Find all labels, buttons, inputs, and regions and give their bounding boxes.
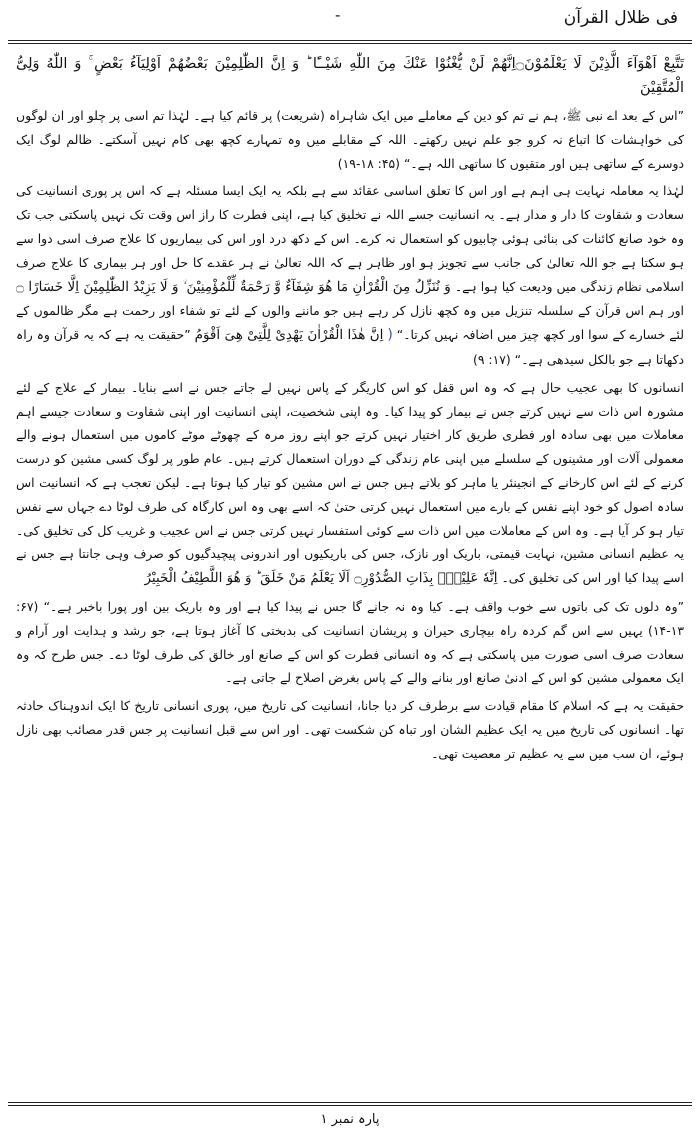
page-header — [0, 0, 700, 40]
page-number-mark: - — [335, 6, 341, 24]
paragraph-2-text: لہٰذا یہ معاملہ نہایت ہی اہم ہے اور اس کا تعلق اساسی عقائد سے ہے بلکہ یہ ایک ایسا مسئلہ ہے کہ اس پر پوری انسانیت کی سعادت و شقاوت کا دار و مدار ہے۔ یہ انسانیت جسے اللہ نے تخلیق کیا ہے، اپنی فطرت کا راز اس وقت تک نہیں پاسکتی جب تک وہ خود صانع کائنات کی بنائی ہوئی چابیوں کو استعمال نہ کرے۔ اس کے دکھ درد اور اس کی بیماریوں کا علاج صرف اسی دوا سے ہو سکتا ہے جو اللہ تعالیٰ کی جانب سے تجویز ہو اور ظاہر ہے کہ اللہ تعالیٰ نے ہر عقدے کا حل اور ہر بیماری کا علاج صرف اسلامی نظام زندگی میں ودیعت کیا ہوا ہے۔ — [16, 183, 684, 294]
quran-verse-opening: تَتَّبِعْ اَهْوَآءَ الَّذِیْنَ لَا یَعْلَمُوْنَ۝اِنَّهُمْ لَنْ یُّغْنُوْا عَنْكَ مِنَ اللّٰهِ شَیْــًٔا ؕ وَ اِنَّ الظّٰلِمِیْنَ بَعْضُهُمْ اَوْلِیَآءُ بَعْضٍ ۚ وَ اللّٰهُ وَلِیُّ الْمُتَّقِیْنَ — [16, 56, 684, 96]
footer-rule-thin — [8, 1105, 692, 1106]
paragraph-translation-1: ”اس کے بعد اے نبی ﷺ، ہم نے تم کو دین کے معاملے میں ایک شاہراہ (شریعت) پر قائم کیا ہے۔ لہٰذا تم اسی پر چلو اور ان لوگوں کی خواہشات کا اتباع نہ کرو جو علم نہیں رکھتے۔ اللہ کے مقابلے میں وہ تمہارے کچھ بھی کام نہیں آسکتے۔ ظالم لوگ ایک دوسرے کے ساتھی ہیں اور متقیوں کا ساتھی اللہ ہے۔“ (۴۵: ۱۸-۱۹) — [16, 108, 684, 171]
quran-verse-aqwam: اِنَّ هٰذَا الْقُرْاٰنَ یَهْدِیْ لِلَّتِیْ هِیَ اَقْوَمُ — [194, 327, 384, 344]
paragraph-2 — [16, 179, 684, 371]
header-rule — [8, 40, 692, 41]
page-body — [16, 52, 684, 770]
paragraph-3 — [16, 376, 684, 591]
paragraph-2-translation: اور ہم اس قرآن کے سلسلہ تنزیل میں وہ کچھ نازل کر رہے ہیں جو ماننے والوں کے لئے تو شفاء اور رحمت ہے مگر ظالموں کے لئے خسارے کے سوا اور کچھ چیز میں اضافہ نہیں کرتا۔“ — [16, 303, 684, 343]
quran-verse-shifa: وَ نُنَزِّلُ مِنَ الْقُرْاٰنِ مَا هُوَ شِفَآءٌ وَّ رَحْمَةٌ لِّلْمُؤْمِنِیْنَ ۙ وَ لَا یَزِیْدُ الظّٰلِمِیْنَ اِلَّا خَسَارًا ۝ — [16, 278, 451, 295]
footer-rule — [8, 1102, 692, 1103]
pen-annotation-mark: ( — [387, 327, 393, 344]
paragraph-2-translation-aqwam: ”حقیقت یہ ہے کہ یہ قرآن وہ راہ دکھاتا ہے جو بالکل سیدھی ہے۔“ (۱۷: ۹) — [16, 327, 684, 367]
quran-verse-alim: اِنَّهٗ عَلِیْمٌۢ بِذَاتِ الصُّدُوْرِ۝ اَلَا یَعْلَمُ مَنْ خَلَقَ ؕ وَ هُوَ اللَّطِیْفُ الْخَبِیْرُ — [144, 570, 498, 587]
paragraph-4: ”وہ دلوں تک کی باتوں سے خوب واقف ہے۔ کیا وہ نہ جانے گا جس نے پیدا کیا ہے اور وہ باریک بین اور پورا باخبر ہے۔“ (۶۷: ۱۳-۱۴) یہیں سے اس گم کردہ راہ بیچاری حیران و پریشان انسانیت کی بدبختی کا آغاز ہوتا ہے، جو رشد و ہدایت اور آرام و سعادت صرف اسی صورت میں پاسکتی ہے کہ وہ انسانی فطرت کو اس کے صانع اور خالق کی طرف لوٹا دے۔ جس طرح کہ وہ ایک معمولی مشین کو اس کے ادنیٰ صانع اور بنانے والے کے پاس بغرض اصلاح لے جاتی ہے۔ — [16, 598, 684, 686]
header-rule-thin — [8, 43, 692, 44]
page-footer: پارہ نمبر ۱ — [320, 1112, 380, 1127]
running-title: فی ظلال القرآن — [563, 8, 678, 28]
paragraph-5: حقیقت یہ ہے کہ اسلام کا مقام قیادت سے برطرف کر دیا جانا، انسانیت کی تاریخ میں، پوری انسانی تاریخ کا ایک اندوہناک حادثہ تھا۔ انسانوں کی تاریخ میں یہ ایک عظیم الشان اور تباہ کن شکست تھی۔ اور اس سے قبل انسانیت پر جس قدر مصائب بھی نازل ہوئے، ان سب میں سے یہ عظیم تر معصیت تھی۔ — [16, 698, 684, 761]
paragraph-3-text: انسانوں کا بھی عجیب حال ہے کہ وہ اس قفل کو اس کاریگر کے پاس نہیں لے جاتے جس نے اسے بنایا۔ بیمار کے علاج کے لئے مشورہ اس ذات سے نہیں کرتے جس نے بیمار کو پیدا کیا۔ وہ اپنی شخصیت، اپنی انسانیت اور اپنی شقاوت و سعادت جیسے اہم معاملات میں بھی سادہ اور فطری طریق کار اختیار نہیں کرتے جو اپنے روز مرہ کے چھوٹے موٹے کاموں میں استعمال ہونے والے معمولی آلات اور مشینوں کے سلسلے میں اپنی عام زندگی کے دوران استعمال کرتے ہیں۔ عام طور پر لوگ کسی مشین کو درست کرنے کے لئے اس کارخانے کے انجینئر یا ماہر کو بلاتے ہیں جس نے اس مشین کو تیار کیا ہوتا ہے۔ لیکن تعجب ہے کہ انسانیت اس سادہ اصول کو خود اپنے نفس کے بارے میں استعمال نہیں کرتی حتیٰ کہ اسے بھی وہ اس کارگاہ کی طرف لوٹا دے جہاں سے نفس تیار ہو کر آیا ہے۔ وہ اس کے معاملات میں اس ذات سے کوئی استفسار نہیں کرتی جس نے اس عجیب و غریب کل کی تخلیق کی۔ یہ عظیم انسانی مشین، نہایت قیمتی، باریک اور نازک، جس کی باریکیوں اور اندرونی پیچیدگیوں کو صرف وہی جانتا ہے جس نے اسے پیدا کیا اور اس کی تخلیق کی۔ — [16, 379, 684, 586]
